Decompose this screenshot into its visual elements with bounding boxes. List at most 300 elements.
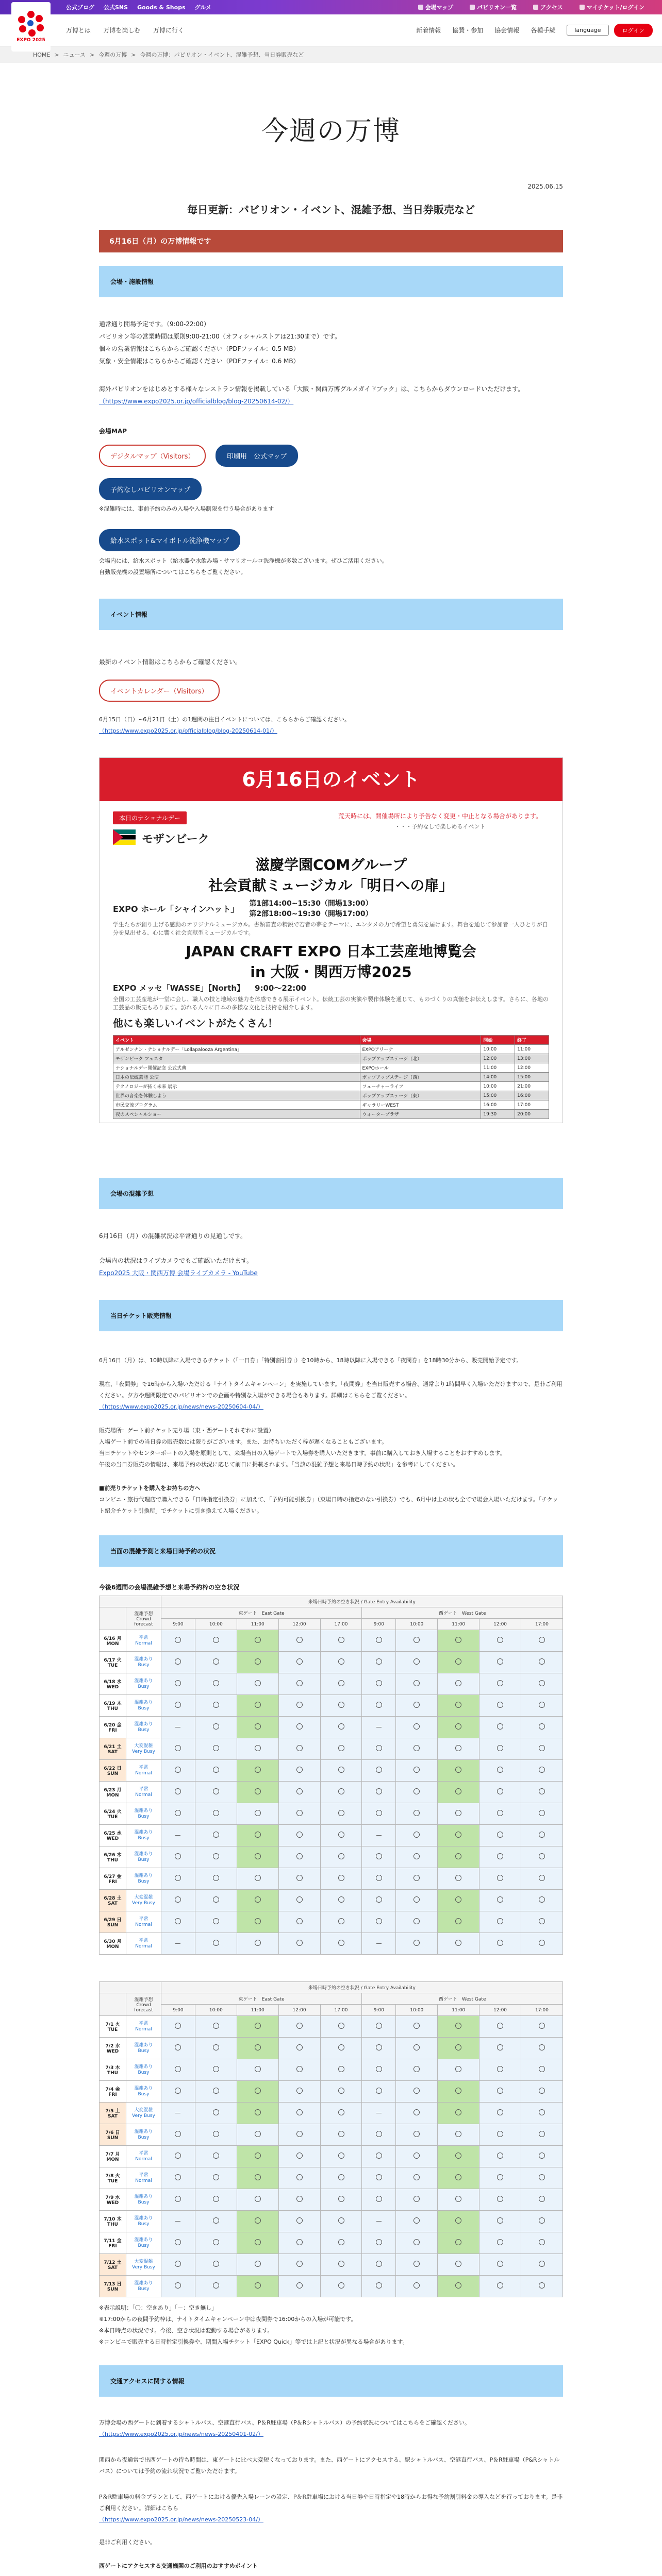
topbar-myticket[interactable] [580,3,654,11]
av-slot[interactable] [362,1760,396,1782]
topbar-link-gourmet[interactable]: グルメ [194,4,211,11]
av-slot[interactable] [396,1868,438,1890]
av-slot[interactable] [320,2276,362,2297]
topbar-map[interactable] [418,3,463,11]
av-slot[interactable] [396,1630,438,1652]
topbar-link-sns[interactable]: 公式SNS [104,4,128,11]
av-slot[interactable] [195,2232,237,2254]
av-slot[interactable] [237,2189,278,2211]
av-slot[interactable] [320,2254,362,2276]
av-slot[interactable] [438,2189,479,2211]
av-slot[interactable] [521,2146,563,2167]
av-slot[interactable] [479,2276,521,2297]
av-slot[interactable] [195,1695,237,1717]
av-slot[interactable] [396,2276,438,2297]
av-slot[interactable] [362,2038,396,2059]
av-slot[interactable] [521,2103,563,2124]
av-slot[interactable] [396,1760,438,1782]
av-slot[interactable] [521,1890,563,1911]
av-slot[interactable] [438,2254,479,2276]
av-slot[interactable] [161,1825,195,1846]
av-slot[interactable] [195,1803,237,1825]
gourmet-link[interactable]: （https://www.expo2025.or.jp/officialblog/blog-20250614-02/） [99,398,294,405]
topbar-link-goods[interactable]: Goods & Shops [137,4,186,11]
av-slot[interactable] [320,1911,362,1933]
av-slot[interactable] [479,2059,521,2081]
av-slot[interactable] [479,1846,521,1868]
av-slot[interactable] [396,1738,438,1760]
av-slot[interactable] [195,1846,237,1868]
av-slot[interactable] [195,2189,237,2211]
ticket-link[interactable]: （https://www.expo2025.or.jp/news/news-20250604-04/） [99,1403,263,1410]
av-slot[interactable] [195,1868,237,1890]
av-slot[interactable] [278,2232,320,2254]
av-slot[interactable] [237,2211,278,2232]
av-slot[interactable] [161,2254,195,2276]
breadcrumb-weekly[interactable]: 今週の万博 [98,52,127,58]
av-slot[interactable] [362,1630,396,1652]
av-slot[interactable] [438,2059,479,2081]
av-slot[interactable] [320,1933,362,1955]
av-slot[interactable] [161,2016,195,2038]
av-slot[interactable] [396,2016,438,2038]
av-slot[interactable] [362,1673,396,1695]
av-slot[interactable] [362,1695,396,1717]
av-slot[interactable] [479,2146,521,2167]
util-association[interactable]: 協会情報 [494,27,520,34]
av-slot[interactable] [161,2103,195,2124]
av-slot[interactable] [362,2189,396,2211]
av-slot[interactable] [438,2038,479,2059]
av-slot[interactable] [320,1652,362,1673]
av-slot[interactable] [521,1803,563,1825]
av-slot[interactable] [161,1652,195,1673]
av-slot[interactable] [362,2124,396,2146]
av-slot[interactable] [195,2038,237,2059]
av-slot[interactable] [521,1673,563,1695]
av-slot[interactable] [237,2038,278,2059]
av-slot[interactable] [161,1803,195,1825]
av-slot[interactable] [195,2146,237,2167]
av-slot[interactable] [521,1695,563,1717]
av-slot[interactable] [396,1673,438,1695]
av-slot[interactable] [521,1825,563,1846]
av-slot[interactable] [438,1933,479,1955]
av-slot[interactable] [161,1911,195,1933]
av-slot[interactable] [479,2211,521,2232]
av-slot[interactable] [161,1782,195,1803]
av-slot[interactable] [278,1846,320,1868]
av-slot[interactable] [195,1890,237,1911]
av-slot[interactable] [195,1717,237,1738]
av-slot[interactable] [195,1933,237,1955]
av-slot[interactable] [161,1695,195,1717]
av-slot[interactable] [237,1868,278,1890]
av-slot[interactable] [521,2016,563,2038]
av-slot[interactable] [521,2081,563,2103]
vending-note[interactable]: 自動販売機の設置場所についてはこちらをご覧ください。 [99,569,246,575]
av-slot[interactable] [521,2124,563,2146]
av-slot[interactable] [479,2167,521,2189]
av-slot[interactable] [438,1911,479,1933]
av-slot[interactable] [278,1868,320,1890]
av-slot[interactable] [438,2016,479,2038]
av-slot[interactable] [396,2146,438,2167]
av-slot[interactable] [320,1673,362,1695]
av-slot[interactable] [479,1695,521,1717]
av-slot[interactable] [237,2167,278,2189]
av-slot[interactable] [237,2232,278,2254]
av-slot[interactable] [521,1933,563,1955]
av-slot[interactable] [237,1630,278,1652]
av-slot[interactable] [195,1630,237,1652]
av-slot[interactable] [479,1782,521,1803]
av-slot[interactable] [521,2276,563,2297]
av-slot[interactable] [278,2124,320,2146]
av-slot[interactable] [362,2081,396,2103]
av-slot[interactable] [195,1825,237,1846]
av-slot[interactable] [237,2276,278,2297]
av-slot[interactable] [161,1868,195,1890]
av-slot[interactable] [396,2189,438,2211]
av-slot[interactable] [320,2038,362,2059]
av-slot[interactable] [396,2232,438,2254]
av-slot[interactable] [438,1782,479,1803]
av-slot[interactable] [320,1695,362,1717]
av-slot[interactable] [237,1652,278,1673]
av-slot[interactable] [396,1652,438,1673]
av-slot[interactable] [195,1673,237,1695]
av-slot[interactable] [479,1890,521,1911]
av-slot[interactable] [237,1825,278,1846]
av-slot[interactable] [320,1825,362,1846]
av-slot[interactable] [161,1933,195,1955]
av-slot[interactable] [438,1717,479,1738]
av-slot[interactable] [438,2081,479,2103]
water-map-button[interactable]: 給水スポット&マイボトル洗浄機マップ [99,529,240,551]
av-slot[interactable] [521,1717,563,1738]
av-slot[interactable] [278,2081,320,2103]
av-slot[interactable] [278,2146,320,2167]
av-slot[interactable] [237,2016,278,2038]
av-slot[interactable] [438,1868,479,1890]
av-slot[interactable] [278,2254,320,2276]
av-slot[interactable] [438,2103,479,2124]
av-slot[interactable] [278,1782,320,1803]
av-slot[interactable] [278,1911,320,1933]
av-slot[interactable] [479,1825,521,1846]
av-slot[interactable] [438,2124,479,2146]
av-slot[interactable] [195,1782,237,1803]
av-slot[interactable] [161,2081,195,2103]
av-slot[interactable] [479,2232,521,2254]
av-slot[interactable] [396,1717,438,1738]
av-slot[interactable] [237,2103,278,2124]
av-slot[interactable] [195,2016,237,2038]
print-map-button[interactable]: 印刷用 公式マップ [216,445,298,467]
nav-enjoy[interactable]: 万博を楽しむ [103,27,141,34]
av-slot[interactable] [195,1652,237,1673]
av-slot[interactable] [396,1933,438,1955]
av-slot[interactable] [396,2059,438,2081]
av-slot[interactable] [362,1868,396,1890]
av-slot[interactable] [237,2081,278,2103]
av-slot[interactable] [479,1630,521,1652]
av-slot[interactable] [438,1652,479,1673]
av-slot[interactable] [479,1760,521,1782]
av-slot[interactable] [479,2124,521,2146]
av-slot[interactable] [278,1717,320,1738]
av-slot[interactable] [195,2211,237,2232]
av-slot[interactable] [362,2232,396,2254]
av-slot[interactable] [237,1695,278,1717]
av-slot[interactable] [479,2103,521,2124]
nav-visit[interactable]: 万博に行く [153,27,184,34]
av-slot[interactable] [278,2189,320,2211]
av-slot[interactable] [320,2059,362,2081]
av-slot[interactable] [161,1630,195,1652]
av-slot[interactable] [278,1630,320,1652]
av-slot[interactable] [479,1911,521,1933]
av-slot[interactable] [396,1890,438,1911]
av-slot[interactable] [362,1782,396,1803]
av-slot[interactable] [195,1911,237,1933]
av-slot[interactable] [521,1760,563,1782]
av-slot[interactable] [362,2103,396,2124]
av-slot[interactable] [237,2146,278,2167]
av-slot[interactable] [161,1673,195,1695]
av-slot[interactable] [362,2167,396,2189]
venue-line-pdf2[interactable]: 気象・安全情報はこちらからご確認ください（PDFファイル：0.6 MB） [99,358,300,365]
breadcrumb-news[interactable]: ニュース [63,52,86,58]
av-slot[interactable] [320,1846,362,1868]
av-slot[interactable] [438,1630,479,1652]
av-slot[interactable] [396,2254,438,2276]
av-slot[interactable] [237,1717,278,1738]
av-slot[interactable] [362,2146,396,2167]
av-slot[interactable] [237,1846,278,1868]
av-slot[interactable] [161,1760,195,1782]
av-slot[interactable] [161,2232,195,2254]
av-slot[interactable] [438,1890,479,1911]
av-slot[interactable] [161,2189,195,2211]
av-slot[interactable] [320,2232,362,2254]
av-slot[interactable] [479,2016,521,2038]
topbar-pavilions[interactable] [470,3,526,11]
av-slot[interactable] [479,2081,521,2103]
av-slot[interactable] [195,2059,237,2081]
access-link1[interactable]: （https://www.expo2025.or.jp/news/news-20250401-02/） [99,2431,263,2437]
av-slot[interactable] [479,1673,521,1695]
av-slot[interactable] [521,1652,563,1673]
av-slot[interactable] [237,1782,278,1803]
login-button[interactable]: ログイン [614,24,653,37]
av-slot[interactable] [521,2254,563,2276]
av-slot[interactable] [396,2167,438,2189]
av-slot[interactable] [161,2167,195,2189]
av-slot[interactable] [396,2211,438,2232]
util-news[interactable]: 新着情報 [416,27,441,34]
av-slot[interactable] [237,1933,278,1955]
av-slot[interactable] [237,2124,278,2146]
av-slot[interactable] [438,1760,479,1782]
av-slot[interactable] [320,2211,362,2232]
av-slot[interactable] [521,1782,563,1803]
topbar-link-blog[interactable]: 公式ブログ [66,4,94,11]
av-slot[interactable] [195,2103,237,2124]
av-slot[interactable] [161,2059,195,2081]
av-slot[interactable] [438,1803,479,1825]
av-slot[interactable] [396,1846,438,1868]
av-slot[interactable] [362,1717,396,1738]
av-slot[interactable] [438,1846,479,1868]
av-slot[interactable] [278,1695,320,1717]
av-slot[interactable] [396,2103,438,2124]
av-slot[interactable] [237,1673,278,1695]
av-slot[interactable] [161,1846,195,1868]
av-slot[interactable] [521,2232,563,2254]
av-slot[interactable] [521,2167,563,2189]
av-slot[interactable] [362,1738,396,1760]
av-slot[interactable] [278,1673,320,1695]
av-slot[interactable] [521,1738,563,1760]
av-slot[interactable] [278,1652,320,1673]
av-slot[interactable] [278,1933,320,1955]
av-slot[interactable] [521,1911,563,1933]
av-slot[interactable] [320,1803,362,1825]
av-slot[interactable] [396,1782,438,1803]
av-slot[interactable] [278,1760,320,1782]
av-slot[interactable] [362,2254,396,2276]
av-slot[interactable] [362,1890,396,1911]
nav-about[interactable]: 万博とは [66,27,91,34]
av-slot[interactable] [396,1825,438,1846]
av-slot[interactable] [396,1803,438,1825]
av-slot[interactable] [438,2276,479,2297]
av-slot[interactable] [521,2059,563,2081]
av-slot[interactable] [479,2254,521,2276]
av-slot[interactable] [479,1868,521,1890]
av-slot[interactable] [396,1695,438,1717]
av-slot[interactable] [438,2232,479,2254]
av-slot[interactable] [278,1890,320,1911]
livecam-link[interactable]: Expo2025 大阪・関西万博 会場ライブカメラ - YouTube [99,1269,258,1277]
av-slot[interactable] [362,1803,396,1825]
av-slot[interactable] [195,2081,237,2103]
util-sponsor[interactable]: 協賛・参加 [452,27,484,34]
av-slot[interactable] [237,1911,278,1933]
av-slot[interactable] [278,2016,320,2038]
av-slot[interactable] [195,1738,237,1760]
av-slot[interactable] [320,1630,362,1652]
av-slot[interactable] [161,2038,195,2059]
util-procedure[interactable]: 各種手続 [531,27,556,34]
topbar-access[interactable] [533,3,572,11]
av-slot[interactable] [320,2146,362,2167]
av-slot[interactable] [479,1652,521,1673]
av-slot[interactable] [161,2146,195,2167]
av-slot[interactable] [479,2038,521,2059]
av-slot[interactable] [278,2276,320,2297]
av-slot[interactable] [320,1868,362,1890]
av-slot[interactable] [278,2211,320,2232]
av-slot[interactable] [320,2103,362,2124]
av-slot[interactable] [396,2124,438,2146]
nores-map-button[interactable]: 予約なしパビリオンマップ [99,478,202,500]
av-slot[interactable] [237,2254,278,2276]
av-slot[interactable] [521,2189,563,2211]
av-slot[interactable] [195,1760,237,1782]
av-slot[interactable] [161,1890,195,1911]
av-slot[interactable] [237,1803,278,1825]
av-slot[interactable] [161,1738,195,1760]
av-slot[interactable] [320,2124,362,2146]
av-slot[interactable] [479,1933,521,1955]
av-slot[interactable] [362,2211,396,2232]
av-slot[interactable] [237,2059,278,2081]
av-slot[interactable] [362,1846,396,1868]
av-slot[interactable] [320,1717,362,1738]
av-slot[interactable] [320,1760,362,1782]
av-slot[interactable] [320,1738,362,1760]
av-slot[interactable] [278,2038,320,2059]
av-slot[interactable] [278,2167,320,2189]
av-slot[interactable] [320,1782,362,1803]
digital-map-button[interactable]: デジタルマップ（Visitors） [99,445,206,467]
av-slot[interactable] [237,1890,278,1911]
av-slot[interactable] [396,1911,438,1933]
av-slot[interactable] [161,2211,195,2232]
av-slot[interactable] [161,2124,195,2146]
av-slot[interactable] [438,2146,479,2167]
av-slot[interactable] [278,2103,320,2124]
av-slot[interactable] [161,1717,195,1738]
language-select[interactable]: language [567,25,608,36]
expo-logo[interactable] [11,2,51,52]
breadcrumb-home[interactable]: HOME [33,51,51,58]
av-slot[interactable] [362,2276,396,2297]
av-slot[interactable] [396,2081,438,2103]
av-slot[interactable] [362,1652,396,1673]
av-slot[interactable] [362,1911,396,1933]
av-slot[interactable] [278,1825,320,1846]
av-slot[interactable] [521,1868,563,1890]
av-slot[interactable] [438,1738,479,1760]
av-slot[interactable] [195,2276,237,2297]
venue-line-pdf1[interactable]: 個々の営業情報はこちらからご確認ください（PDFファイル：0.5 MB） [99,345,300,352]
av-slot[interactable] [521,2038,563,2059]
av-slot[interactable] [362,2016,396,2038]
av-slot[interactable] [438,1673,479,1695]
av-slot[interactable] [362,2059,396,2081]
av-slot[interactable] [195,2254,237,2276]
av-slot[interactable] [362,1933,396,1955]
av-slot[interactable] [320,2167,362,2189]
event-calendar-button[interactable]: イベントカレンダー（Visitors） [99,680,220,702]
av-slot[interactable] [396,2038,438,2059]
av-slot[interactable] [237,1738,278,1760]
av-slot[interactable] [161,2276,195,2297]
av-slot[interactable] [195,2124,237,2146]
av-slot[interactable] [521,1846,563,1868]
av-slot[interactable] [278,1738,320,1760]
av-slot[interactable] [479,1717,521,1738]
av-slot[interactable] [438,1825,479,1846]
av-slot[interactable] [521,1630,563,1652]
av-slot[interactable] [195,2167,237,2189]
av-slot[interactable] [278,1803,320,1825]
event-week-link[interactable]: （https://www.expo2025.or.jp/officialblog/blog-20250614-01/） [99,727,277,734]
